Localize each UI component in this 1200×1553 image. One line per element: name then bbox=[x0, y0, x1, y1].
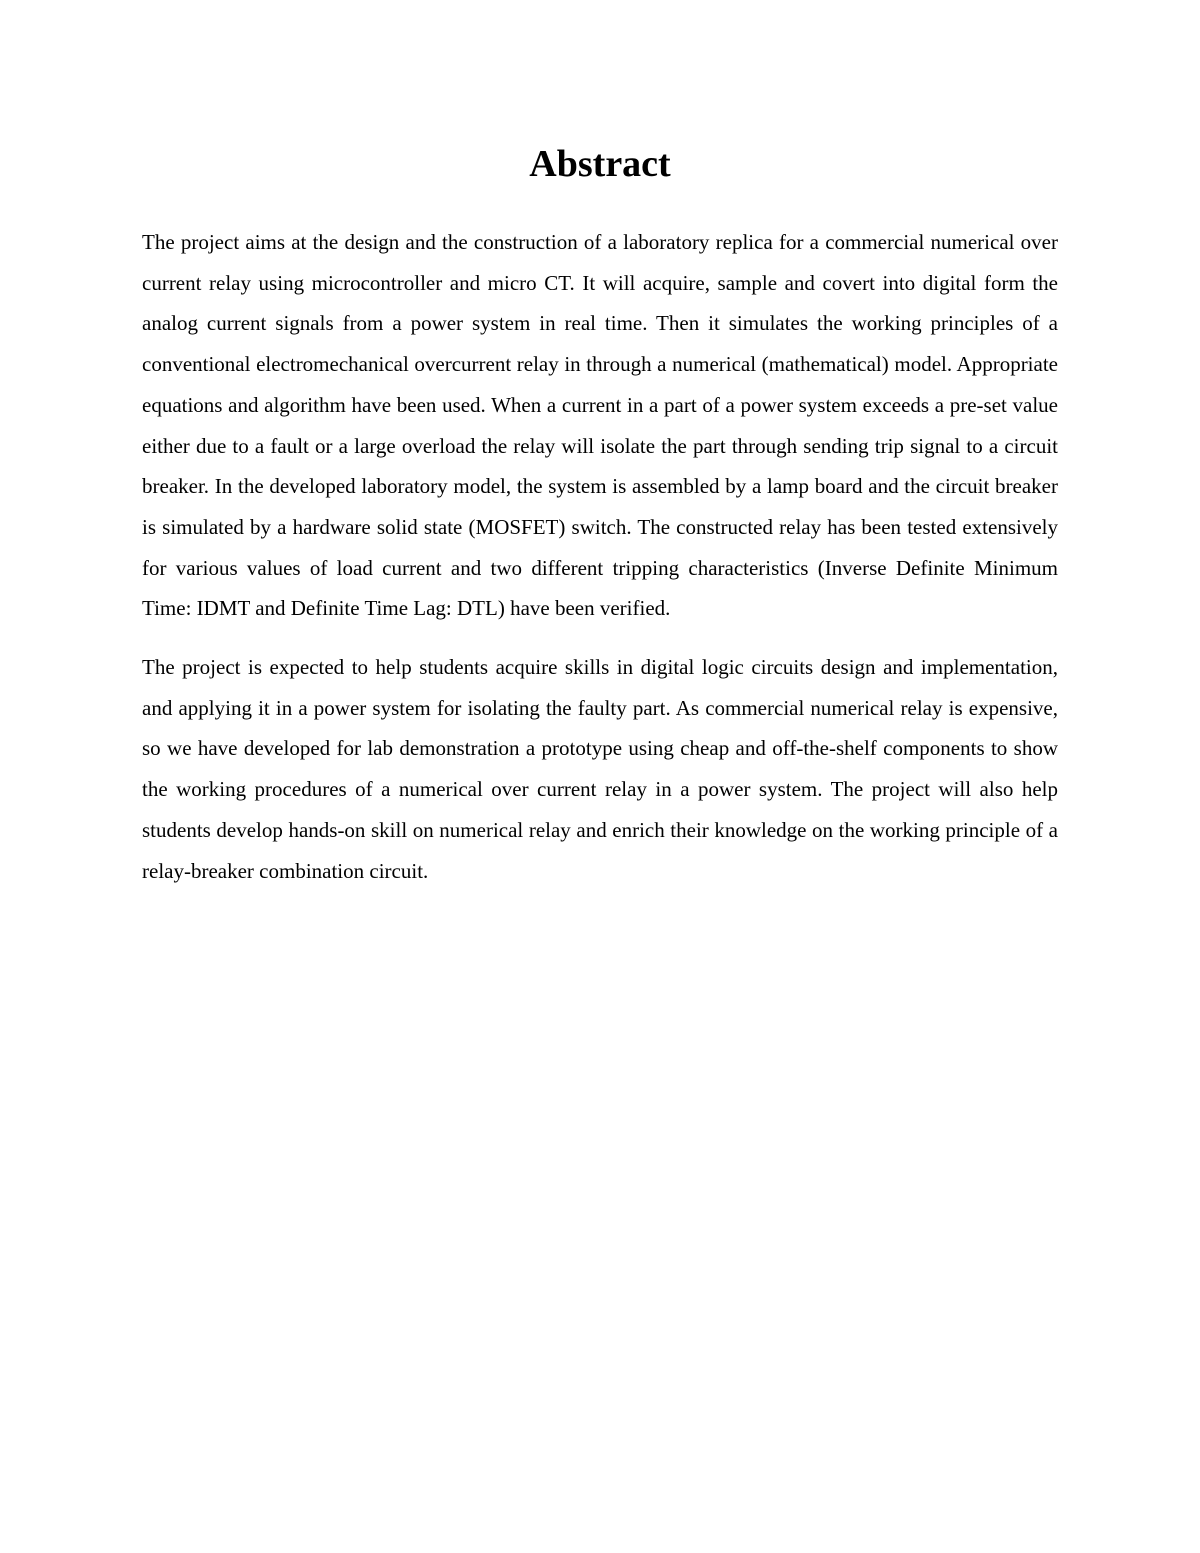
abstract-paragraph-2: The project is expected to help students acquire skills in digital logic circuits design and implementation, and applying it in a power system for isolating the faulty part. As commercial numerical relay is expensive, so we have developed for lab demonstration a prototype using cheap and off-the-shelf components to show the working procedures of a numerical over current relay in a power system. The project will also help students develop hands-on skill on numerical relay and enrich their knowledge on the working principle of a relay-breaker combination circuit. bbox=[142, 655, 1058, 883]
abstract-body bbox=[142, 222, 1058, 891]
page-title: Abstract bbox=[529, 143, 671, 185]
abstract-paragraph-1: The project aims at the design and the construction of a laboratory replica for a commercial numerical over current relay using microcontroller and micro CT. It will acquire, sample and covert into digital form the analog current signals from a power system in real time. Then it simulates the working principles of a conventional electromechanical overcurrent relay in through a numerical (mathematical) model. Appropriate equations and algorithm have been used. When a current in a part of a power system exceeds a pre-set value either due to a fault or a large overload the relay will isolate the part through sending trip signal to a circuit breaker. In the developed laboratory model, the system is assembled by a lamp board and the circuit breaker is simulated by a hardware solid state (MOSFET) switch. The constructed relay has been tested extensively for various values of load current and two different tripping characteristics (Inverse Definite Minimum Time: IDMT and Definite Time Lag: DTL) have been verified. bbox=[142, 230, 1058, 621]
